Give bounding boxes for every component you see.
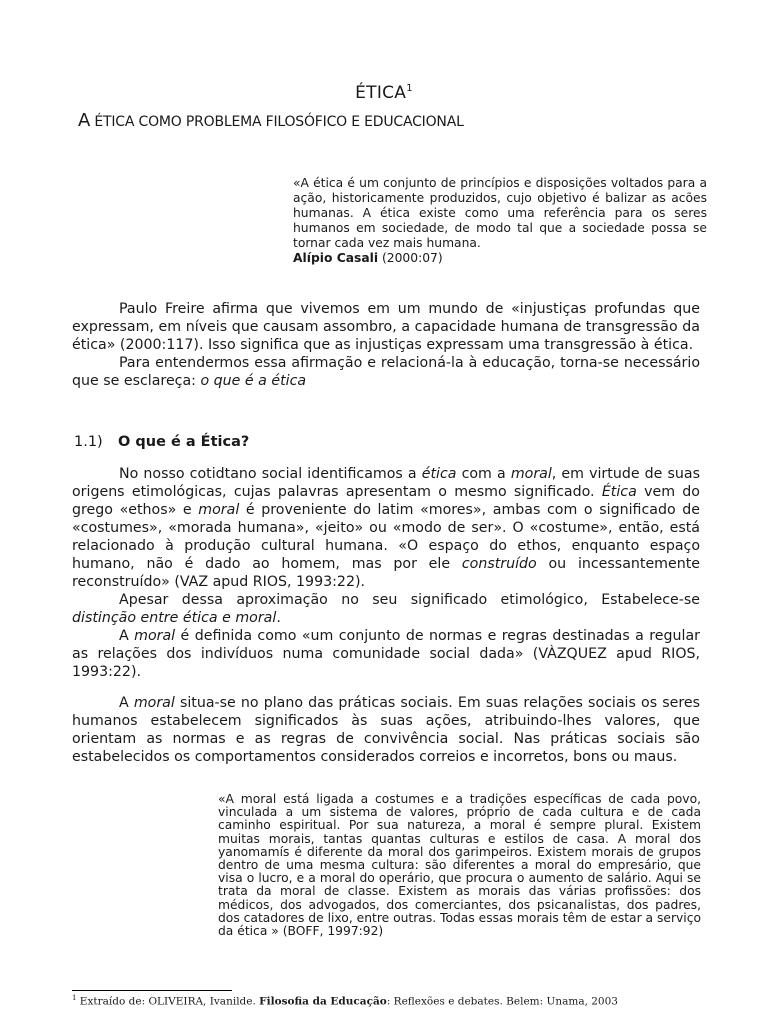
epigraph-quote <box>293 176 707 266</box>
document-subtitle <box>78 110 464 131</box>
p6-text-a: A <box>119 695 134 711</box>
p3-text-a: No nosso cotidtano social identificamos a <box>119 466 422 482</box>
footnote-prefix: Extraído de: OLIVEIRA, Ivanilde. <box>76 995 260 1008</box>
section-body <box>72 465 700 681</box>
p3-italic-b: ética <box>421 466 457 482</box>
intro-section <box>72 300 700 390</box>
p5-text-a: A <box>119 628 135 644</box>
footnote-book-title: Filosofia da Educação <box>259 995 387 1008</box>
p3-text-e: , em virtude de suas origens etimológicas, cujas palavras apresentam o mesmo significado. <box>72 466 701 500</box>
paragraph-2-italic: o que é a ética <box>200 373 307 389</box>
paragraph-2-text: Para entendermos essa afirmação e relacioná-la à educação, torna-se necessário que se esclareça: <box>72 355 700 389</box>
paragraph-5 <box>72 627 700 681</box>
footnote <box>72 994 618 1008</box>
section-number: 1.1) <box>74 434 103 450</box>
p3-text-i: é proveniente do latim «mores», ambas com o significado de «costumes», «morada humana», «jeito» ou «modo de ser». O «costume», então, está relacionado à produção cultural humana. «O espaço do ethos, enquanto espaço humano, não é dado ao homem, mas por ele <box>72 502 700 572</box>
paragraph-3 <box>72 465 700 591</box>
section-heading <box>74 434 249 450</box>
p5-text-c: é definida como «um conjunto de normas e regras destinadas a regular as relações dos indivíduos numa comunidade social dada» (VÀZQUEZ apud RIOS, 1993:22). <box>72 628 700 680</box>
footnote-suffix: : Reflexões e debates. Belem: Unama, 2003 <box>386 995 618 1008</box>
section-body-continued <box>72 694 700 766</box>
paragraph-6 <box>72 694 700 766</box>
p3-italic-h: moral <box>198 502 240 518</box>
p3-italic-f: Ética <box>601 484 637 500</box>
epigraph-text: «A ética é um conjunto de princípios e disposições voltados para a ação, historicamente produzidos, cujo objetivo é balizar as acões humanas. A ética existe como uma referência para os seres humanos em sociedade, de modo tal que a sociedade possa se tornar cada vez mais humana. <box>293 176 707 250</box>
p3-italic-d: moral <box>510 466 552 482</box>
p3-text-k: ou incessantemente reconstruído» (VAZ apud RIOS, 1993:22). <box>72 556 701 590</box>
subtitle-first-letter: A <box>78 110 91 131</box>
p3-text-c: com a <box>456 466 511 482</box>
p6-italic-b: moral <box>133 695 175 711</box>
p3-text-g: vem do grego «ethos» e <box>72 484 700 518</box>
epigraph-citation: (2000:07) <box>378 251 443 265</box>
p6-text-c: situa-se no plano das práticas sociais. Em suas relações sociais os seres humanos estabelecem significados às suas ações, atribuindo-lhes valores, que orientam as normas e as regras de convivência social. Nas práticas sociais são estabelecidos os comportamentos considerados correios e incorretos, bons ou maus. <box>72 695 700 765</box>
title-footnote-mark: 1 <box>406 83 413 94</box>
paragraph-1: Paulo Freire afirma que vivemos em um mundo de «injustiças profundas que expressam, em níveis que causam assombro, a capacidade humana de transgressão da ética» (2000:117). Isso significa que as injustiças expressam uma transgressão à ética. <box>72 301 700 353</box>
p4-text-c: . <box>276 610 281 626</box>
section-title: O que é a Ética? <box>118 434 250 450</box>
document-title <box>0 83 768 103</box>
title-text: ÉTICA <box>355 83 407 103</box>
footnote-divider <box>72 990 232 991</box>
footnote-mark: 1 <box>72 994 77 1002</box>
epigraph-author: Alípio Casali <box>293 251 379 265</box>
paragraph-4 <box>72 591 700 627</box>
paragraph-2 <box>72 354 700 390</box>
p4-text-a: Apesar dessa aproximação no seu significado etimológico, Estabelece-se <box>119 592 700 608</box>
p4-italic-b: distinção entre ética e moral <box>72 610 277 626</box>
p3-italic-j: construído <box>461 556 537 572</box>
block-quote-boff: «A moral está ligada a costumes e a tradições específicas de cada povo, vinculada a um sistema de valores, próprio de cada cultura e de cada caminho espiritual. Por sua natureza, a moral é sempre plural. Existem muitas morais, tantas quantas culturas e estilos de casa. A moral dos yanomamís é diferente da moral dos garimpeiros. Existem morais de grupos dentro de uma mesma cultura: são diferentes a moral do empresário, que visa o lucro, e a moral do operário, que procura o aumento de salário. Aqui se trata da moral de classe. Existem as morais das várias profissões: dos médicos, dos advogados, dos comerciantes, dos psicanalistas, dos padres, dos catadores de lixo, entre outras. Todas essas morais têm de estar a serviço da ética » (BOFF, 1997:92) <box>218 792 701 939</box>
p5-italic-b: moral <box>134 628 176 644</box>
subtitle-rest: ÉTICA COMO PROBLEMA FILOSÓFICO E EDUCACIONAL <box>90 114 464 130</box>
